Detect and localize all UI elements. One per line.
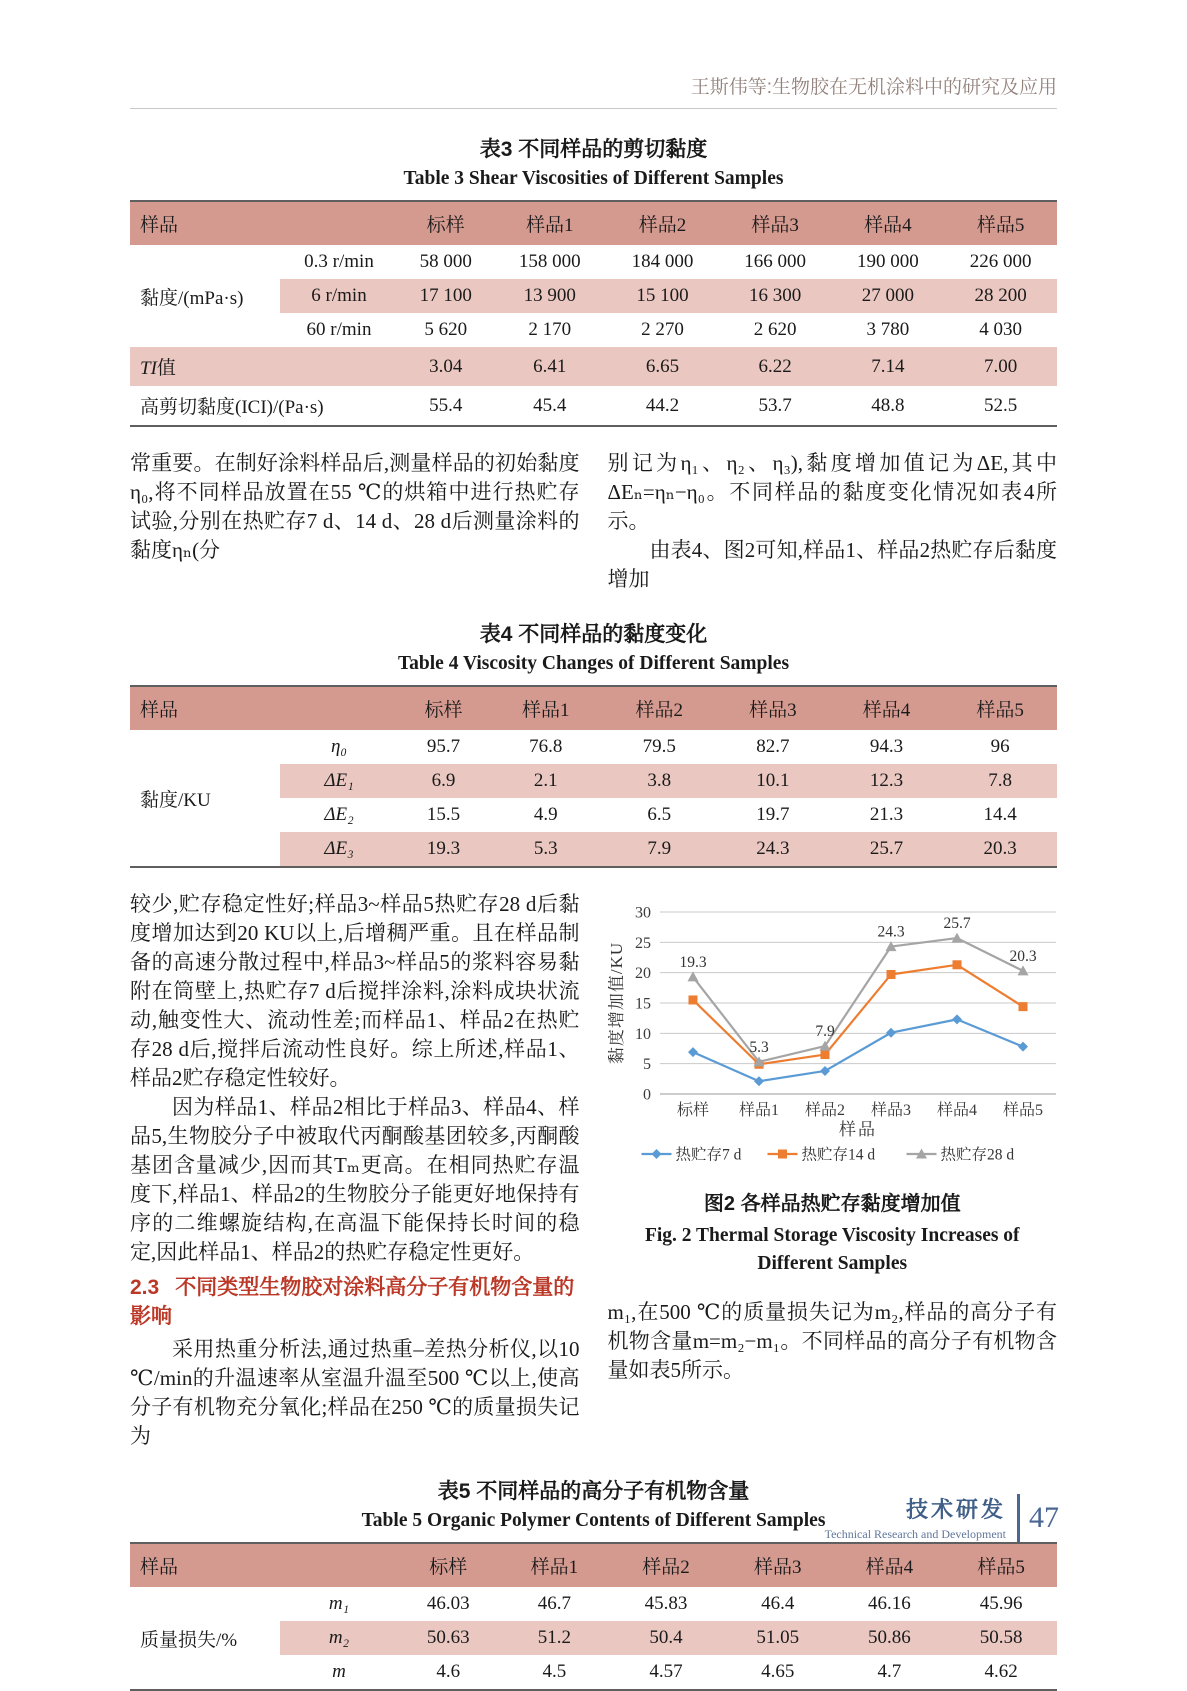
data-label: 5.3	[748, 1038, 769, 1056]
figure2-line-chart	[608, 894, 1058, 1171]
table-cell: 50.4	[610, 1621, 722, 1655]
row-sublabel-cell: ΔE₁	[280, 764, 398, 798]
table-header-cell: 样品2	[603, 686, 717, 730]
table3-block	[130, 133, 1057, 427]
running-head: 王斯伟等:生物胶在无机涂料中的研究及应用	[690, 77, 1057, 98]
figure2-caption-en: Fig. 2 Thermal Storage Viscosity Increases of Different Samples	[644, 1225, 1020, 1274]
data-label: 24.3	[876, 923, 905, 941]
legend-label: 热贮存28 d	[940, 1146, 1014, 1164]
x-axis-label: 样品	[838, 1120, 877, 1139]
diamond-marker	[754, 1076, 764, 1086]
table-header-cell: 标样	[398, 1543, 498, 1587]
table-cell: 46.4	[761, 1593, 795, 1614]
table-cell: 7.14	[832, 347, 945, 386]
table-cell: 15 100	[606, 279, 719, 313]
square-marker	[688, 995, 697, 1004]
table-cell: 190 000	[857, 251, 919, 272]
table-header-cell: 标样	[398, 686, 489, 730]
section-heading-2-3	[130, 1273, 580, 1331]
x-tick-label: 样品2	[804, 1102, 845, 1119]
table-cell: 46.16	[868, 1593, 911, 1614]
table-cell: 7.00	[944, 347, 1057, 386]
row-group-label: 高剪切黏度(ICI)/(Pa·s)	[140, 397, 324, 418]
x-tick-label: 样品4	[936, 1102, 977, 1119]
row-sublabel-cell: 60 r/min	[306, 319, 372, 340]
footer-label-zh: 技术研发	[905, 1497, 1006, 1522]
x-tick-label: 样品5	[1002, 1102, 1043, 1119]
table-header-cell: 样品2	[610, 1543, 722, 1587]
table-cell: 6.41	[493, 347, 606, 386]
paragraph: 较少,贮存稳定性好;样品3~样品5热贮存28 d后黏度增加达到20 KU以上,后增稠严重。且在样品制备的高速分散过程中,样品3~样品5的浆料容易黏附在筒壁上,热贮存7 d后搅拌涂料,涂料成块状流动,触变性大、流动性差;而样品1、样品2在热贮存28 d后,搅拌后流动性良好。综上所述,样品1、样品2贮存稳定性较好。	[130, 892, 580, 1090]
table-cell: 7.9	[603, 832, 717, 867]
table-cell: 46.7	[537, 1593, 571, 1614]
table-cell: 82.7	[756, 736, 790, 757]
table-cell: 4.62	[984, 1661, 1018, 1682]
table-header-cell: 样品1	[489, 686, 603, 730]
table-cell: 3.8	[603, 764, 717, 798]
row-group-label: TI	[140, 358, 157, 379]
table-corner-cell: 样品	[130, 1543, 398, 1587]
table-cell: 58 000	[419, 251, 472, 272]
table-cell: 50.63	[398, 1621, 498, 1655]
figure-column	[608, 890, 1058, 1451]
row-sublabel-cell: ΔE₂	[324, 804, 354, 825]
table-corner-cell: 样品	[130, 201, 398, 245]
paragraph: 由表4、图2可知,样品1、样品2热贮存后黏度增加	[607, 538, 1057, 591]
footer-label-en: Technical Research and Development	[824, 1527, 1006, 1541]
header-divider	[130, 108, 1057, 109]
table-cell: 55.4	[429, 394, 463, 416]
table-cell: 95.7	[426, 736, 461, 757]
table-cell: 6.5	[647, 804, 672, 825]
row-label-cell	[130, 386, 398, 426]
table-cell: 19.7	[756, 804, 790, 825]
legend-marker	[778, 1150, 787, 1159]
figure2-caption-zh: 图2 各样品热贮存黏度增加值	[703, 1193, 961, 1215]
square-marker	[1018, 1002, 1027, 1011]
table-cell: 52.5	[984, 394, 1018, 416]
table5	[130, 1542, 1057, 1691]
diamond-marker	[886, 1028, 896, 1038]
table-cell: 96	[990, 736, 1010, 757]
table-cell: 53.7	[758, 394, 792, 416]
row-group-label: 质量损失/%	[140, 1629, 238, 1651]
text-column-left	[130, 890, 580, 1451]
table-cell: 6.9	[398, 764, 489, 798]
table-header-cell: 样品5	[944, 201, 1057, 245]
table-header-cell: 样品3	[722, 1543, 834, 1587]
paragraph: 别记为η₁、η₂、η₃),黏度增加值记为ΔE,其中ΔEₙ=ηₙ−η₀。不同样品的黏度变化情况如表4所示。	[607, 451, 1057, 533]
square-marker	[952, 960, 961, 969]
page-number: 47	[1029, 1500, 1059, 1534]
table-header-cell: 样品1	[498, 1543, 610, 1587]
table-cell: 2 620	[753, 319, 797, 340]
diamond-marker	[952, 1014, 962, 1024]
table-cell: 24.3	[716, 832, 830, 867]
table-cell: 20.3	[943, 832, 1057, 867]
table-cell: 45.4	[533, 394, 567, 416]
table-header-cell: 样品5	[945, 1543, 1057, 1587]
x-tick-label: 标样	[676, 1102, 709, 1119]
table3-title-zh: 表3 不同样品的剪切黏度	[479, 138, 708, 161]
data-label: 20.3	[1008, 947, 1037, 965]
table-cell: 3 780	[866, 319, 910, 340]
table-cell: 76.8	[529, 736, 563, 757]
y-tick-label: 0	[642, 1086, 651, 1104]
x-tick-label: 样品3	[870, 1102, 911, 1119]
table-cell: 27 000	[832, 279, 945, 313]
table-cell: 10.1	[716, 764, 830, 798]
paragraph: 因为样品1、样品2相比于样品3、样品4、样品5,生物胶分子中被取代丙酮酸基团较多,丙酮酸基团含量减少,因而其Tₘ更高。在相同热贮存温度下,样品1、样品2的生物胶分子能更好地保持有序的二维螺旋结构,在高温下能保持长时间的稳定,因此样品1、样品2的热贮存稳定性更好。	[130, 1095, 580, 1264]
table-cell: 15.5	[426, 804, 461, 825]
table-cell: 4.65	[761, 1661, 795, 1682]
table-cell: 5.3	[489, 832, 603, 867]
data-label: 19.3	[678, 953, 707, 971]
table-cell: 28 200	[944, 279, 1057, 313]
table-cell: 48.8	[871, 394, 905, 416]
table-cell: 4.57	[649, 1661, 683, 1682]
page-header	[130, 0, 1057, 109]
row-sublabel-cell: m₁	[328, 1593, 350, 1614]
text-column-left	[130, 449, 580, 594]
y-axis-label: 黏度增加值/KU	[607, 941, 626, 1065]
table4-title-zh: 表4 不同样品的黏度变化	[479, 623, 708, 646]
row-sublabel-cell: η₀	[330, 736, 348, 757]
diamond-marker	[688, 1047, 698, 1057]
paragraph: 采用热重分析法,通过热重–差热分析仪,以10 ℃/min的升温速率从室温升温至500 ℃以上,使高分子有机物充分氧化;样品在250 ℃的质量损失记为	[130, 1337, 580, 1448]
square-marker	[886, 970, 895, 979]
diamond-marker	[1018, 1042, 1028, 1052]
table-header-cell: 样品1	[493, 201, 606, 245]
y-tick-label: 20	[634, 965, 651, 983]
table-cell: 4.5	[542, 1661, 567, 1682]
row-sublabel-cell: 0.3 r/min	[304, 251, 374, 272]
table-cell: 51.05	[722, 1621, 834, 1655]
table-cell: 45.96	[979, 1593, 1023, 1614]
table-cell: 4.6	[436, 1661, 461, 1682]
table-cell: 45.83	[644, 1593, 688, 1614]
table-cell: 166 000	[744, 251, 807, 272]
table-cell: 46.03	[426, 1593, 470, 1614]
table-cell: 6.22	[719, 347, 832, 386]
table-header-cell: 样品5	[943, 686, 1057, 730]
legend-marker	[651, 1149, 661, 1159]
section-number: 2.3	[130, 1276, 160, 1299]
page-footer	[825, 1493, 1059, 1542]
table3-title-en: Table 3 Shear Viscosities of Different Samples	[403, 168, 784, 189]
footer-divider-bar	[1017, 1494, 1020, 1542]
row-group-label: 值	[156, 358, 176, 379]
paragraph: m₁,在500 ℃的质量损失记为m₂,样品的高分子有机物含量m=m₂−m₁。不同样品的高分子有机物含量如表5所示。	[607, 1300, 1057, 1382]
diamond-marker	[820, 1066, 830, 1076]
legend-label: 热贮存7 d	[675, 1146, 741, 1164]
y-tick-label: 5	[642, 1056, 651, 1074]
row-sublabel-cell: m	[332, 1661, 346, 1682]
table-cell: 16 300	[719, 279, 832, 313]
y-tick-label: 15	[634, 995, 651, 1013]
row-label-cell	[130, 245, 280, 347]
table-cell: 6.65	[606, 347, 719, 386]
x-tick-label: 样品1	[738, 1102, 779, 1119]
table-cell: 44.2	[645, 394, 680, 416]
table4	[130, 685, 1057, 868]
triangle-marker	[1017, 965, 1028, 975]
table-corner-cell: 样品	[130, 686, 398, 730]
footer-section-name	[825, 1493, 1006, 1542]
legend-label: 热贮存14 d	[801, 1146, 875, 1164]
table-cell: 4 030	[979, 319, 1022, 340]
chart-canvas	[608, 894, 1063, 1166]
table-cell: 3.04	[398, 347, 493, 386]
table-cell: 2.1	[489, 764, 603, 798]
row-group-label: 黏度/(mPa·s)	[140, 287, 244, 309]
table-cell: 13 900	[493, 279, 606, 313]
table-cell: 50.58	[945, 1621, 1057, 1655]
y-tick-label: 10	[634, 1025, 651, 1043]
paragraph: 常重要。在制好涂料样品后,测量样品的初始黏度η₀,将不同样品放置在55 ℃的烘箱中进行热贮存试验,分别在热贮存7 d、14 d、28 d后测量涂料的黏度ηₙ(分	[130, 451, 580, 562]
row-label-cell	[130, 730, 280, 867]
table-cell: 7.8	[943, 764, 1057, 798]
body-text-row-2	[130, 890, 1057, 1451]
table-cell: 2 270	[641, 319, 684, 340]
table-header-cell: 标样	[398, 201, 493, 245]
table-cell: 4.9	[533, 804, 558, 825]
table-header-cell: 样品3	[719, 201, 832, 245]
table-cell: 79.5	[642, 736, 676, 757]
table4-block	[130, 618, 1057, 868]
table-cell: 50.86	[834, 1621, 946, 1655]
table3	[130, 200, 1057, 427]
table-cell: 51.2	[498, 1621, 610, 1655]
table-cell: 25.7	[830, 832, 944, 867]
table-header-cell: 样品4	[830, 686, 944, 730]
table-header-cell: 样品3	[716, 686, 830, 730]
y-tick-label: 30	[634, 904, 651, 922]
table-cell: 17 100	[398, 279, 493, 313]
row-sublabel-cell: ΔE₃	[280, 832, 398, 867]
table-cell: 5 620	[424, 319, 468, 340]
table5-title-en: Table 5 Organic Polymer Contents of Different Samples	[361, 1510, 826, 1531]
row-group-label: 黏度/KU	[140, 789, 211, 811]
row-sublabel-cell: 6 r/min	[280, 279, 398, 313]
section-title: 不同类型生物胶对涂料高分子有机物含量的影响	[130, 1276, 575, 1328]
table5-title-zh: 表5 不同样品的高分子有机物含量	[437, 1480, 750, 1503]
table-cell: 94.3	[869, 736, 904, 757]
table4-title-en: Table 4 Viscosity Changes of Different Samples	[397, 653, 790, 674]
row-label-cell	[130, 1587, 280, 1690]
table-cell: 19.3	[398, 832, 489, 867]
row-sublabel-cell: m₂	[280, 1621, 398, 1655]
table-header-cell: 样品4	[832, 201, 945, 245]
square-marker	[820, 1050, 829, 1059]
table-header-cell: 样品4	[834, 1543, 946, 1587]
table-header-cell: 样品2	[606, 201, 719, 245]
row-label-cell	[130, 347, 398, 386]
y-tick-label: 25	[634, 934, 651, 952]
table-cell: 2 170	[528, 319, 572, 340]
text-column-right	[608, 449, 1058, 594]
data-label: 25.7	[942, 915, 971, 933]
table-cell: 14.4	[983, 804, 1017, 825]
table-cell: 184 000	[631, 251, 694, 272]
table-cell: 158 000	[518, 251, 581, 272]
table-cell: 4.7	[877, 1661, 902, 1682]
table-cell: 21.3	[869, 804, 904, 825]
table-cell: 226 000	[969, 251, 1032, 272]
data-label: 7.9	[814, 1023, 835, 1041]
body-text-row-1	[130, 449, 1057, 594]
table-cell: 12.3	[830, 764, 944, 798]
